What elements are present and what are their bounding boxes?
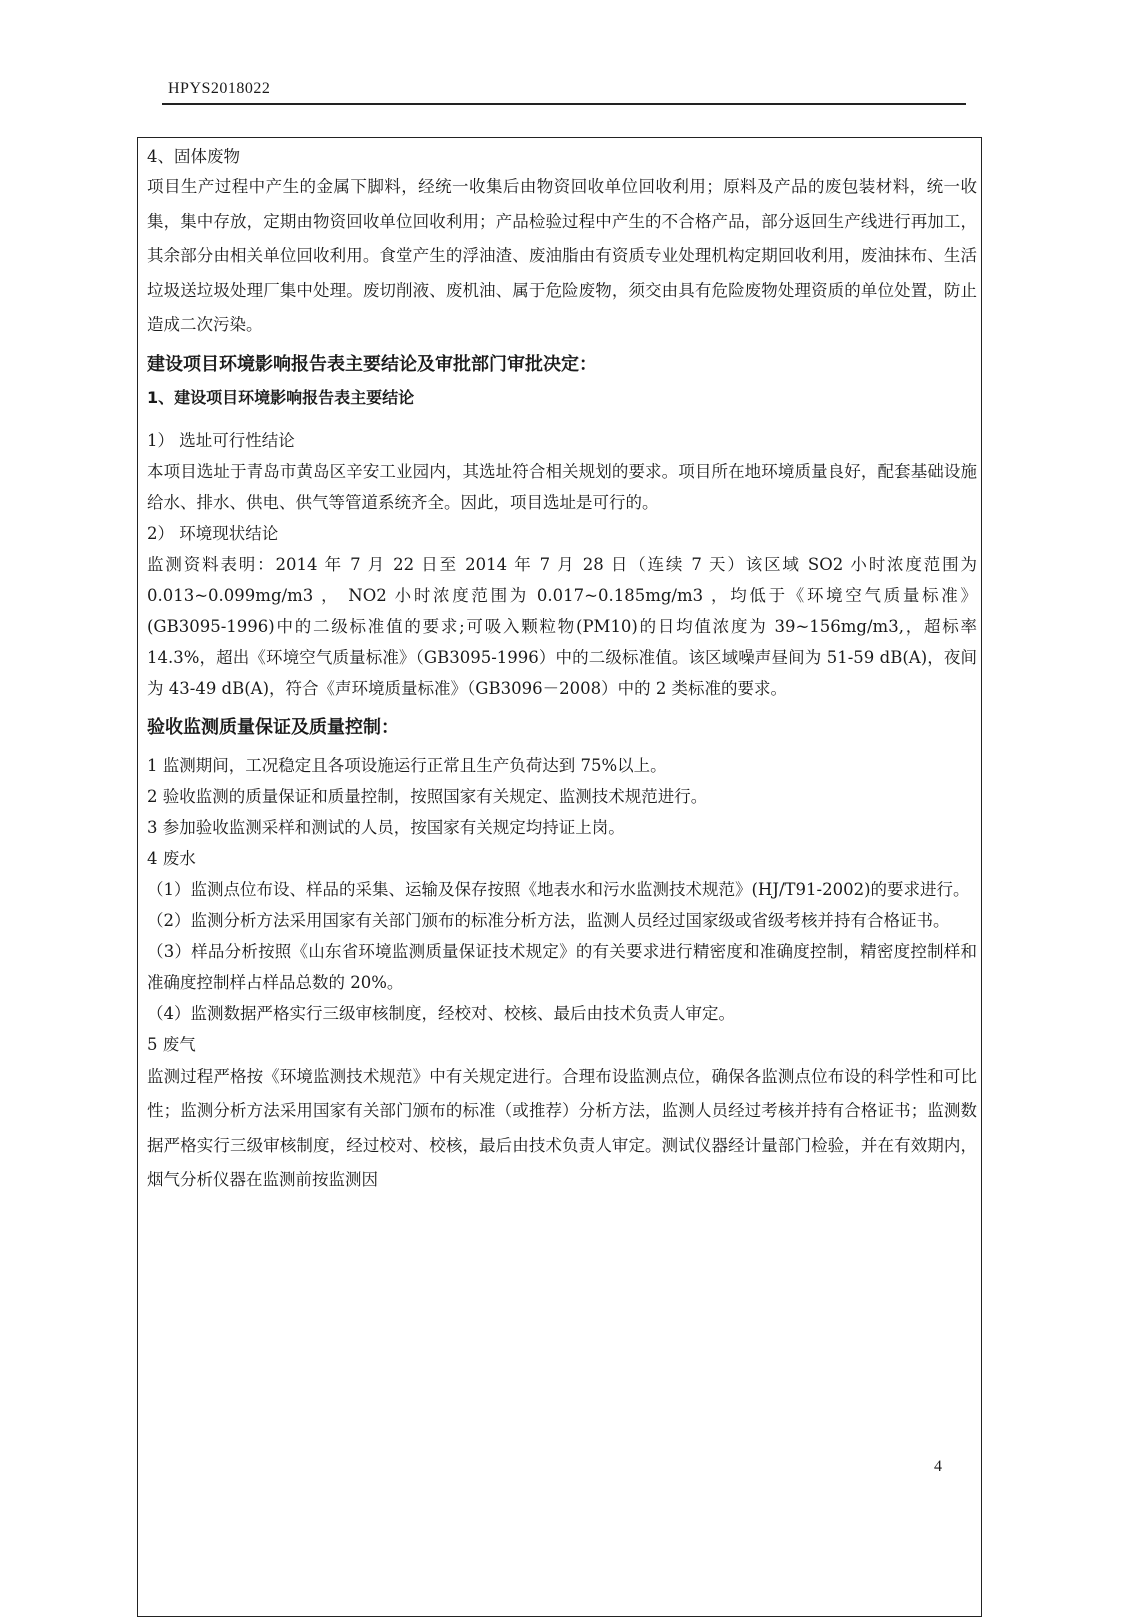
site-feasibility-title: 1） 选址可行性结论: [147, 430, 295, 450]
water-qa-item: （1）监测点位布设、样品的采集、运输及保存按照《地表水和污水监测技术规范》(HJ/T91-2002)的要求进行。: [147, 879, 970, 899]
qa-item: 2 验收监测的质量保证和质量控制，按照国家有关规定、监测技术规范进行。: [147, 786, 708, 806]
water-qa-item: （4）监测数据严格实行三级审核制度，经校对、校核、最后由技术负责人审定。: [147, 1003, 735, 1023]
water-qa-item: （3）样品分析按照《山东省环境监测质量保证技术规定》的有关要求进行精密度和准确度控制，精密度控制样和准确度控制样占样品总数的 20%。: [147, 941, 977, 992]
qa-item: 3 参加验收监测采样和测试的人员，按国家有关规定均持证上岗。: [147, 817, 625, 837]
page-number: 4: [934, 1458, 942, 1475]
gas-qa-body: 监测过程严格按《环境监测技术规范》中有关规定进行。合理布设监测点位，确保各监测点位布设的科学性和可比性；监测分析方法采用国家有关部门颁布的标准（或推荐）分析方法，监测人员经过考核并持有合格证书；监测数据严格实行三级审核制度，经过校对、校核，最后由技术负责人审定。测试仪器经计量部门检验，并在有效期内，烟气分析仪器在监测前按监测因: [147, 1066, 977, 1189]
conclusions-heading: 建设项目环境影响报告表主要结论及审批部门审批决定：: [147, 353, 597, 375]
site-feasibility-body: 本项目选址于青岛市黄岛区辛安工业园内，其选址符合相关规划的要求。项目所在地环境质量良好，配套基础设施给水、排水、供电、供气等管道系统齐全。因此，项目选址是可行的。: [147, 461, 977, 512]
document-code: HPYS2018022: [168, 80, 271, 97]
qa-heading: 验收监测质量保证及质量控制：: [147, 716, 399, 738]
conclusions-subheading: 1、建设项目环境影响报告表主要结论: [147, 387, 415, 407]
environment-status-body: 监测资料表明：2014 年 7 月 22 日至 2014 年 7 月 28 日（连续 7 天）该区域 SO2 小时浓度范围为 0.013~0.099mg/m3 ， NO2 小时浓度范围为 0.017~0.185mg/m3 ，均低于《环境空气质量标准》(GB3095-1996)中的二级标准值的要求;可吸入颗粒物(PM10)的日均值浓度为 39~156mg/m3,，超标率 14.3%，超出《环境空气质量标准》（GB3095-1996）中的二级标准值。该区域噪声昼间为 51-59 dB(A)，夜间为 43-49 dB(A)，符合《声环境质量标准》（GB3096－2008）中的 2 类标准的要求。: [147, 554, 977, 698]
qa-item: 4 废水: [147, 848, 196, 868]
solid-waste-body: 项目生产过程中产生的金属下脚料，经统一收集后由物资回收单位回收利用；原料及产品的废包装材料，统一收集，集中存放，定期由物资回收单位回收利用；产品检验过程中产生的不合格产品，部分返回生产线进行再加工，其余部分由相关单位回收利用。食堂产生的浮油渣、废油脂由有资质专业处理机构定期回收利用，废油抹布、生活垃圾送垃圾处理厂集中处理。废切削液、废机油、属于危险废物，须交由具有危险废物处理资质的单位处置，防止造成二次污染。: [147, 177, 977, 334]
header-rule: [162, 103, 966, 105]
qa-item: 1 监测期间，工况稳定且各项设施运行正常且生产负荷达到 75%以上。: [147, 755, 667, 775]
solid-waste-title: 4、固体废物: [147, 147, 240, 166]
gas-qa-title: 5 废气: [147, 1034, 196, 1054]
water-qa-item: （2）监测分析方法采用国家有关部门颁布的标准分析方法，监测人员经过国家级或省级考核并持有合格证书。: [147, 910, 950, 930]
environment-status-title: 2） 环境现状结论: [147, 523, 279, 543]
page-content: [147, 146, 977, 1198]
